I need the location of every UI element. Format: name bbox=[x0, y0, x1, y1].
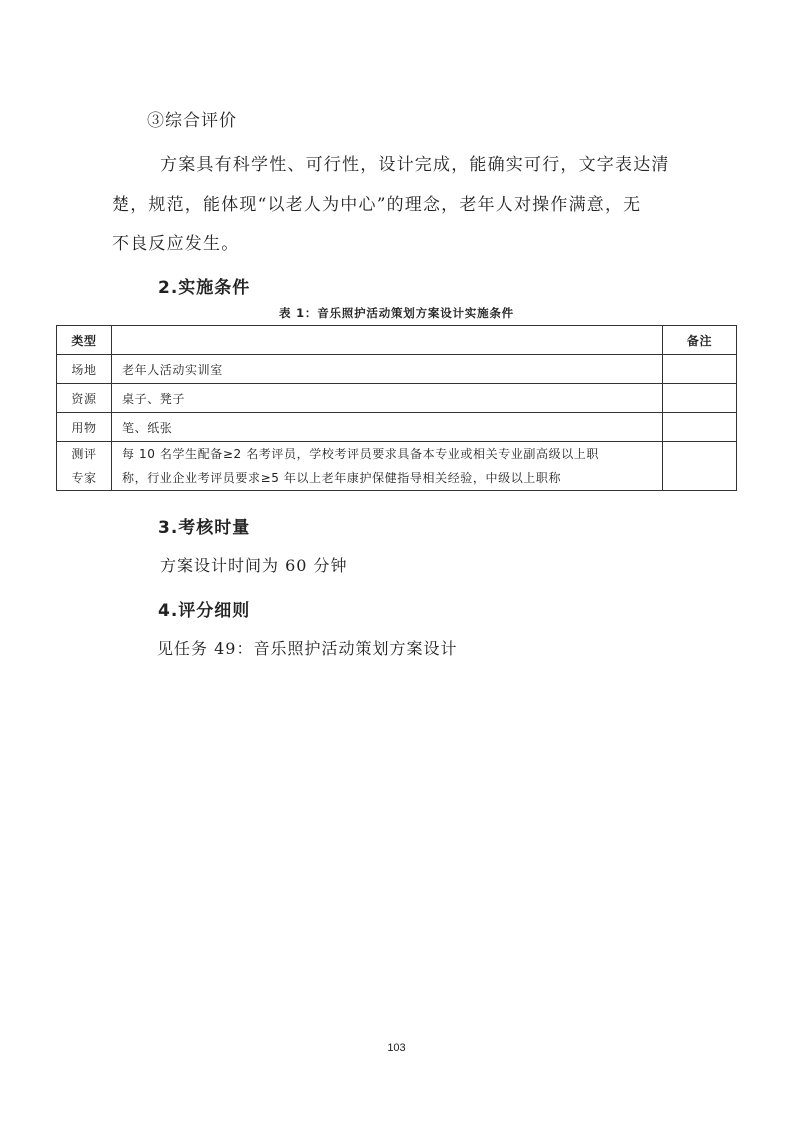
evaluation-line-1: 方案具有科学性、可行性，设计完成，能确实可行，文字表达清 bbox=[160, 155, 670, 175]
row-type bbox=[57, 442, 112, 491]
row-content-line-1: 每 10 名学生配备≥2 名考评员，学校考评员要求具备本专业或相关专业副高级以上职 bbox=[122, 447, 600, 461]
time-heading: 3.考核时量 bbox=[158, 518, 251, 538]
scoring-heading: 4.评分细则 bbox=[158, 601, 251, 621]
evaluation-line-2: 楚，规范，能体现“以老人为中心”的理念，老年人对操作满意，无 bbox=[112, 195, 642, 215]
implementation-heading: 2.实施条件 bbox=[158, 278, 251, 298]
row-remark bbox=[663, 384, 737, 413]
evaluation-line-3: 不良反应发生。 bbox=[112, 234, 240, 254]
row-type: 场地 bbox=[57, 355, 112, 384]
table-row bbox=[57, 413, 737, 442]
row-type-line-2: 专家 bbox=[71, 471, 97, 485]
row-remark bbox=[663, 355, 737, 384]
table-header-row bbox=[57, 326, 737, 355]
header-remark: 备注 bbox=[663, 326, 737, 355]
row-content: 桌子、凳子 bbox=[112, 384, 663, 413]
header-type: 类型 bbox=[57, 326, 112, 355]
conditions-table bbox=[56, 325, 737, 491]
page-number: 103 bbox=[387, 1042, 406, 1054]
scoring-text: 见任务 49：音乐照护活动策划方案设计 bbox=[157, 639, 458, 658]
row-remark bbox=[663, 413, 737, 442]
time-text: 方案设计时间为 60 分钟 bbox=[160, 556, 348, 575]
table-row bbox=[57, 384, 737, 413]
evaluation-heading: ③综合评价 bbox=[147, 111, 237, 131]
row-type: 资源 bbox=[57, 384, 112, 413]
header-content bbox=[112, 326, 663, 355]
row-type: 用物 bbox=[57, 413, 112, 442]
row-remark bbox=[663, 442, 737, 491]
row-content-line-2: 称，行业企业考评员要求≥5 年以上老年康护保健指导相关经验，中级以上职称 bbox=[122, 471, 562, 485]
row-type-line-1: 测评 bbox=[71, 447, 97, 461]
table-caption: 表 1：音乐照护活动策划方案设计实施条件 bbox=[278, 306, 514, 320]
table-row bbox=[57, 442, 737, 491]
table-row bbox=[57, 355, 737, 384]
row-content: 笔、纸张 bbox=[112, 413, 663, 442]
row-content: 老年人活动实训室 bbox=[112, 355, 663, 384]
row-content bbox=[112, 442, 663, 491]
